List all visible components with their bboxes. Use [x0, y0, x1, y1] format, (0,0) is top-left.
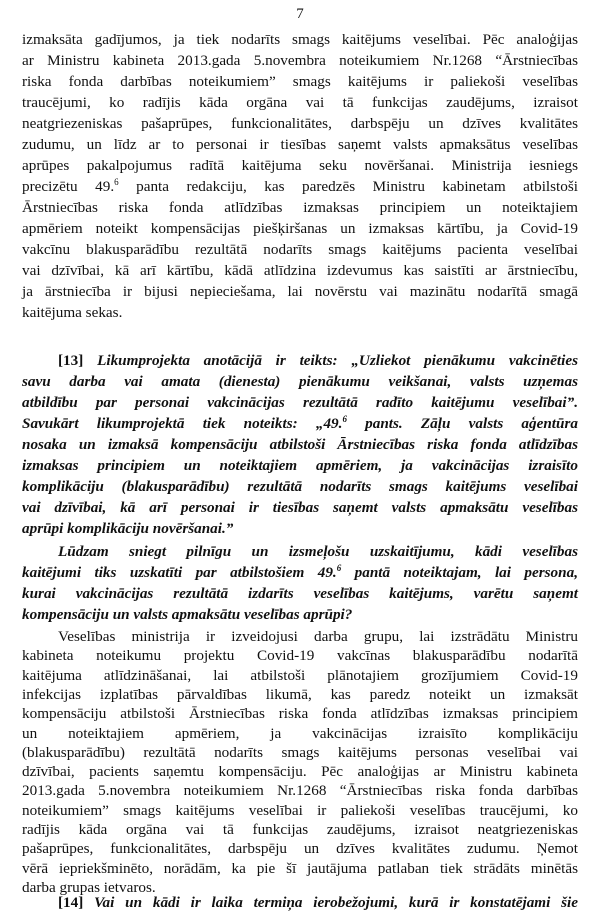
- text-line: Lūdzam sniegt pilnīgu un izsmeļošu uzskaitījumu, kādi veselības: [58, 543, 578, 560]
- text-line: aprūpes pakalpojumus radītā kaitējuma seku novēršanai. Ministrija iesniegs: [22, 157, 578, 174]
- text-line: vai dzīvībai, kā arī personai ir tiesības saņemt valsts apmaksātu veselības: [22, 499, 578, 516]
- text-line: kabineta noteikumu projektu Covid-19 vakcīnas blakusparādību nodarītā: [22, 647, 578, 665]
- text-line: kompensāciju un valsts apmaksātu veselības aprūpi?: [22, 606, 353, 623]
- text-line: traucējumi, ko radījis kāda orgāna vai tā funkcijas zaudējums, izraisot: [22, 94, 578, 111]
- text-line: darba grupas ietvaros.: [22, 878, 156, 896]
- text-line: ja ārstniecība ir bijusi nepieciešama, lai novērstu vai mazinātu nodarītā smagā: [22, 283, 578, 300]
- text-line: apmēriem noteikt kompensācijas piešķiršanas un izmaksas kārtību, ja Covid-19: [22, 220, 578, 237]
- text-line: pašaprūpes, funkcionalitātes, darbspēju un dzīves kvalitātes zudumu. Ņemot: [22, 840, 578, 858]
- text-line: dzīvībai, pacients saņemtu kompensāciju. Pēc analoģijas ar Ministru kabineta: [22, 763, 578, 781]
- text-line: vakcīnu blakusparādību rezultātā nodarīts smags kaitējums pacienta veselībai: [22, 241, 578, 258]
- text-line: neatgriezeniskas pašaprūpes, funkcionalitātes, darbspēju un dzīves kvalitātes: [22, 115, 578, 132]
- text-line: un noteiktajiem apmēriem, ja vakcinācijas izraisīto komplikāciju: [22, 724, 578, 742]
- text-line: kaitējuma atlīdzināšanai, lai atbilstoši plānotajiem grozījumiem Covid-19: [22, 666, 578, 684]
- text-line: aprūpi komplikāciju novēršanai.”: [22, 520, 234, 537]
- text-line: komplikāciju (blakusparādību) rezultātā nodarīts smags kaitējums veselībai: [22, 478, 578, 495]
- text-line: 2013.gada 5.novembra noteikumiem Nr.1268 “Ārstniecības riska fonda darbības: [22, 782, 578, 800]
- text-line: izmaksāta gadījumos, ja tiek nodarīts smags kaitējums veselībai. Pēc analoģijas: [22, 31, 578, 48]
- question-number: [13]: [58, 352, 84, 369]
- page-number: 7: [296, 6, 304, 22]
- text-line: Veselības ministrija ir izveidojusi darba grupu, lai izstrādātu Ministru: [58, 628, 578, 645]
- text-line: noteikumiem” smags kaitējums veselībai ir paliekoši veselības traucējumi, ko: [22, 801, 578, 819]
- text-line: kaitējumi tiks uzskatīti par atbilstošiem 49.$^6$ pantā noteiktajam, lai persona,: [22, 563, 578, 581]
- text-line: (blakusparādību) rezultātā nodarīts smags kaitējums personas veselībai vai: [22, 743, 578, 761]
- text-line: vai dzīvībai, kā arī kārtību, kādā atlīdzina izdevumus kas saistīti ar ārstniecību,: [22, 262, 578, 279]
- text-line: kurai vakcinācijas rezultātā izdarīts veselības kaitējums, varētu saņemt: [22, 585, 578, 602]
- question-14: [14] Vai un kādi ir laika termiņa ierobežojumi, kurā ir konstatējami šie: [58, 894, 578, 911]
- text-line: precizētu 49.$^6$ panta redakciju, kas paredzēs Ministru kabinetam atbilstoši: [22, 177, 578, 195]
- text-line: radījis kāda orgāna vai tā funkcijas zaudējums, izraisot neatgriezeniskas: [22, 821, 578, 838]
- text-line: savu darba vai amata (dienesta) pienākumu veikšanai, valsts uzņemas: [22, 373, 578, 390]
- text-line: nosaka un izmaksā kompensāciju atbilstoši Ārstniecības riska fonda atlīdzības: [22, 436, 578, 453]
- text-line: zudumu, un līdz ar to personai ir tiesības saņemt valsts apmaksātus veselības: [22, 136, 578, 153]
- question-number: [14]: [58, 894, 84, 911]
- text-line: vērā iepriekšminēto, norādām, ka pie šī jautājuma patlaban tiek strādāts minētās: [22, 859, 578, 877]
- text-line: ar Ministru kabineta 2013.gada 5.novembra noteikumiem Nr.1268 “Ārstniecības: [22, 52, 578, 69]
- text-line: [13] Likumprojekta anotācijā ir teikts: „Uzliekot pienākumu vakcinēties: [58, 352, 579, 369]
- text-line: atbildību par personai vakcinācijas rezultātā radīto kaitējumu veselībai”.: [22, 394, 578, 411]
- text-line: kaitējuma sekas.: [22, 304, 123, 321]
- text-line: izmaksas principiem un noteiktajiem apmēriem, ja vakcinācijas izraisīto: [22, 457, 578, 474]
- text-line: kompensāciju atbilstoši Ārstniecības riska fonda atlīdzības izmaksas principiem: [22, 705, 578, 723]
- text-line: riska fonda darbības noteikumiem” smags kaitējums ir paliekoši veselības: [22, 73, 578, 90]
- text-line: Savukārt likumprojektā tiek noteikts: „49.$^6$ pants. Zāļu valsts aģentūra: [22, 414, 578, 432]
- text-line: infekcijas izplatības pārvaldības likumā, kas paredz noteikt un izmaksāt: [22, 685, 578, 703]
- text-line: Ārstniecības riska fonda atlīdzības izmaksas principiem un noteiktajiem: [22, 199, 578, 216]
